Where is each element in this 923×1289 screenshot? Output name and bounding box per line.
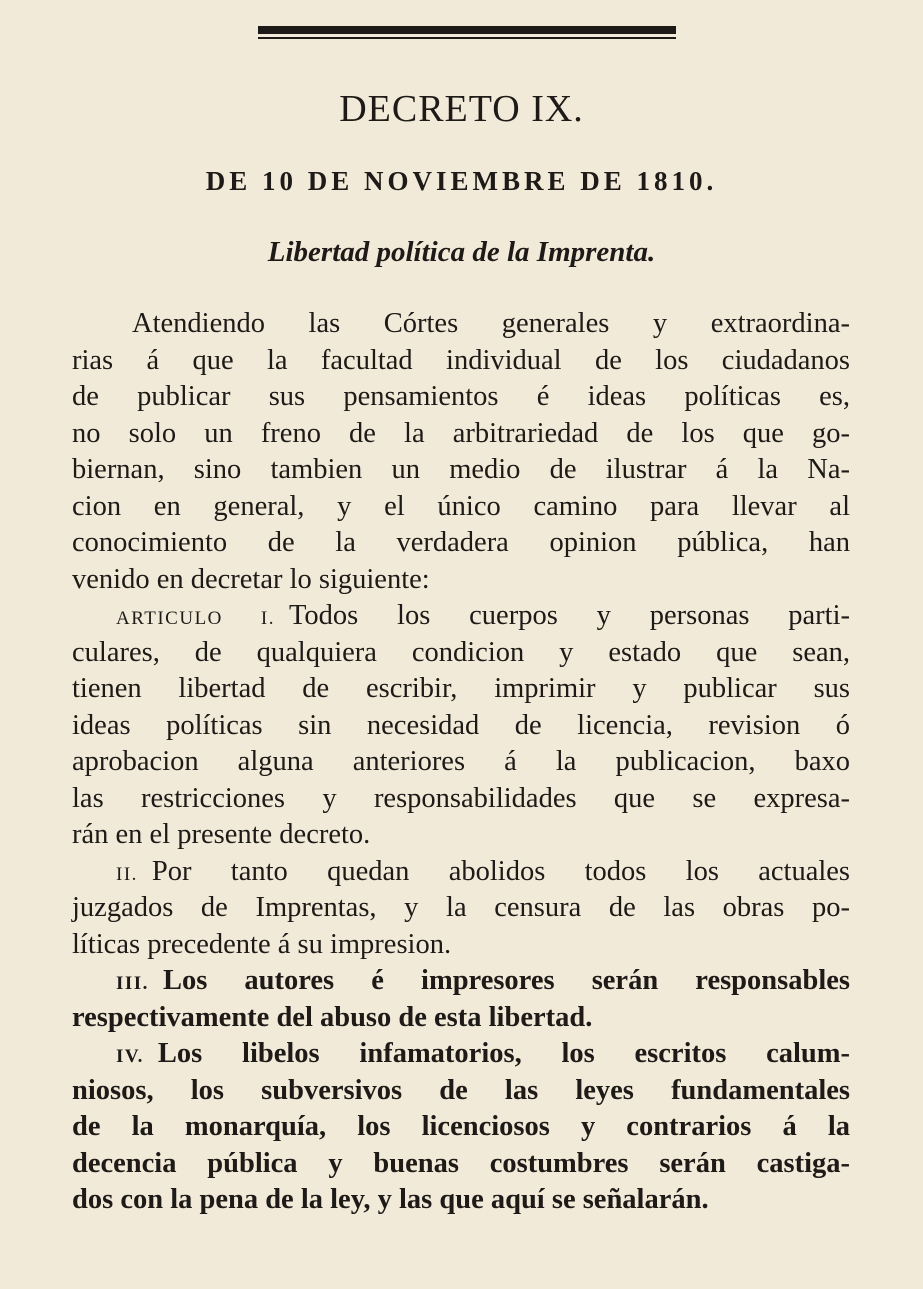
rule-thick-line xyxy=(258,26,676,34)
text-line: venido en decretar lo siguiente: xyxy=(72,563,430,595)
text-line: juzgados de Imprentas, y la censura de las obras po- xyxy=(72,892,850,923)
article-2 xyxy=(72,854,850,964)
text-line: tienen libertad de escribir, imprimir y publicar sus xyxy=(72,673,850,704)
text-line: de publicar sus pensamientos é ideas políticas es, xyxy=(72,381,850,412)
text-line: decencia pública y buenas costumbres serán castiga- xyxy=(72,1147,850,1179)
text-line: de la monarquía, los licenciosos y contrarios á la xyxy=(72,1111,850,1142)
article-label: IV. xyxy=(116,1046,144,1067)
text-line: Atendiendo las Córtes generales y extraordina- xyxy=(132,308,850,339)
text-line: culares, de qualquiera condicion y estado que sean, xyxy=(72,636,850,668)
decree-date: DE 10 DE NOVIEMBRE DE 1810. xyxy=(205,166,718,196)
article-label: II. xyxy=(116,863,138,885)
article-first-line xyxy=(72,854,850,891)
article-first-line xyxy=(72,963,850,1000)
decree-title: DECRETO IX. xyxy=(339,88,584,130)
article-first-text: Los autores é impresores serán responsables xyxy=(162,965,850,996)
text-line: biernan, sino tambien un medio de ilustrar á la Na- xyxy=(72,454,850,485)
decree-subtitle: Libertad política de la Imprenta. xyxy=(267,236,656,268)
text-line: líticas precedente á su impresion. xyxy=(72,928,452,960)
text-line: aprobacion alguna anteriores á la publicacion, baxo xyxy=(72,746,850,777)
article-first-line xyxy=(72,1036,850,1073)
text-line: niosos, los subversivos de las leyes fundamentales xyxy=(72,1074,850,1106)
article-first-text: Por tanto quedan abolidos todos los actuales xyxy=(151,855,850,887)
article-first-line xyxy=(72,598,850,635)
article-first-text: Los libelos infamatorios, los escritos calum- xyxy=(157,1038,850,1069)
text-line: rias á que la facultad individual de los ciudadanos xyxy=(72,344,850,376)
text-line: no solo un freno de la arbitrariedad de los que go- xyxy=(72,417,850,449)
article-label: ARTICULO I. xyxy=(116,608,275,629)
text-line: ideas políticas sin necesidad de licencia, revision ó xyxy=(72,709,850,741)
article-label: III. xyxy=(116,973,149,994)
decree-body xyxy=(72,306,850,1219)
header-double-rule xyxy=(258,26,676,40)
article-3 xyxy=(72,963,850,1036)
text-line: conocimiento de la verdadera opinion pública, han xyxy=(72,527,850,558)
text-line: dos con la pena de la ley, y las que aquí se señalarán. xyxy=(72,1184,709,1215)
text-line: cion en general, y el único camino para llevar al xyxy=(72,490,850,522)
article-1 xyxy=(72,598,850,854)
text-line: las restricciones y responsabilidades que se expresa- xyxy=(72,782,850,814)
rule-thin-line xyxy=(258,37,676,39)
text-line: rán en el presente decreto. xyxy=(72,819,371,850)
article-first-text: Todos los cuerpos y personas parti- xyxy=(288,600,850,631)
article-4 xyxy=(72,1036,850,1219)
text-line: respectivamente del abuso de esta libertad. xyxy=(72,1001,593,1033)
preamble-paragraph xyxy=(72,306,850,598)
